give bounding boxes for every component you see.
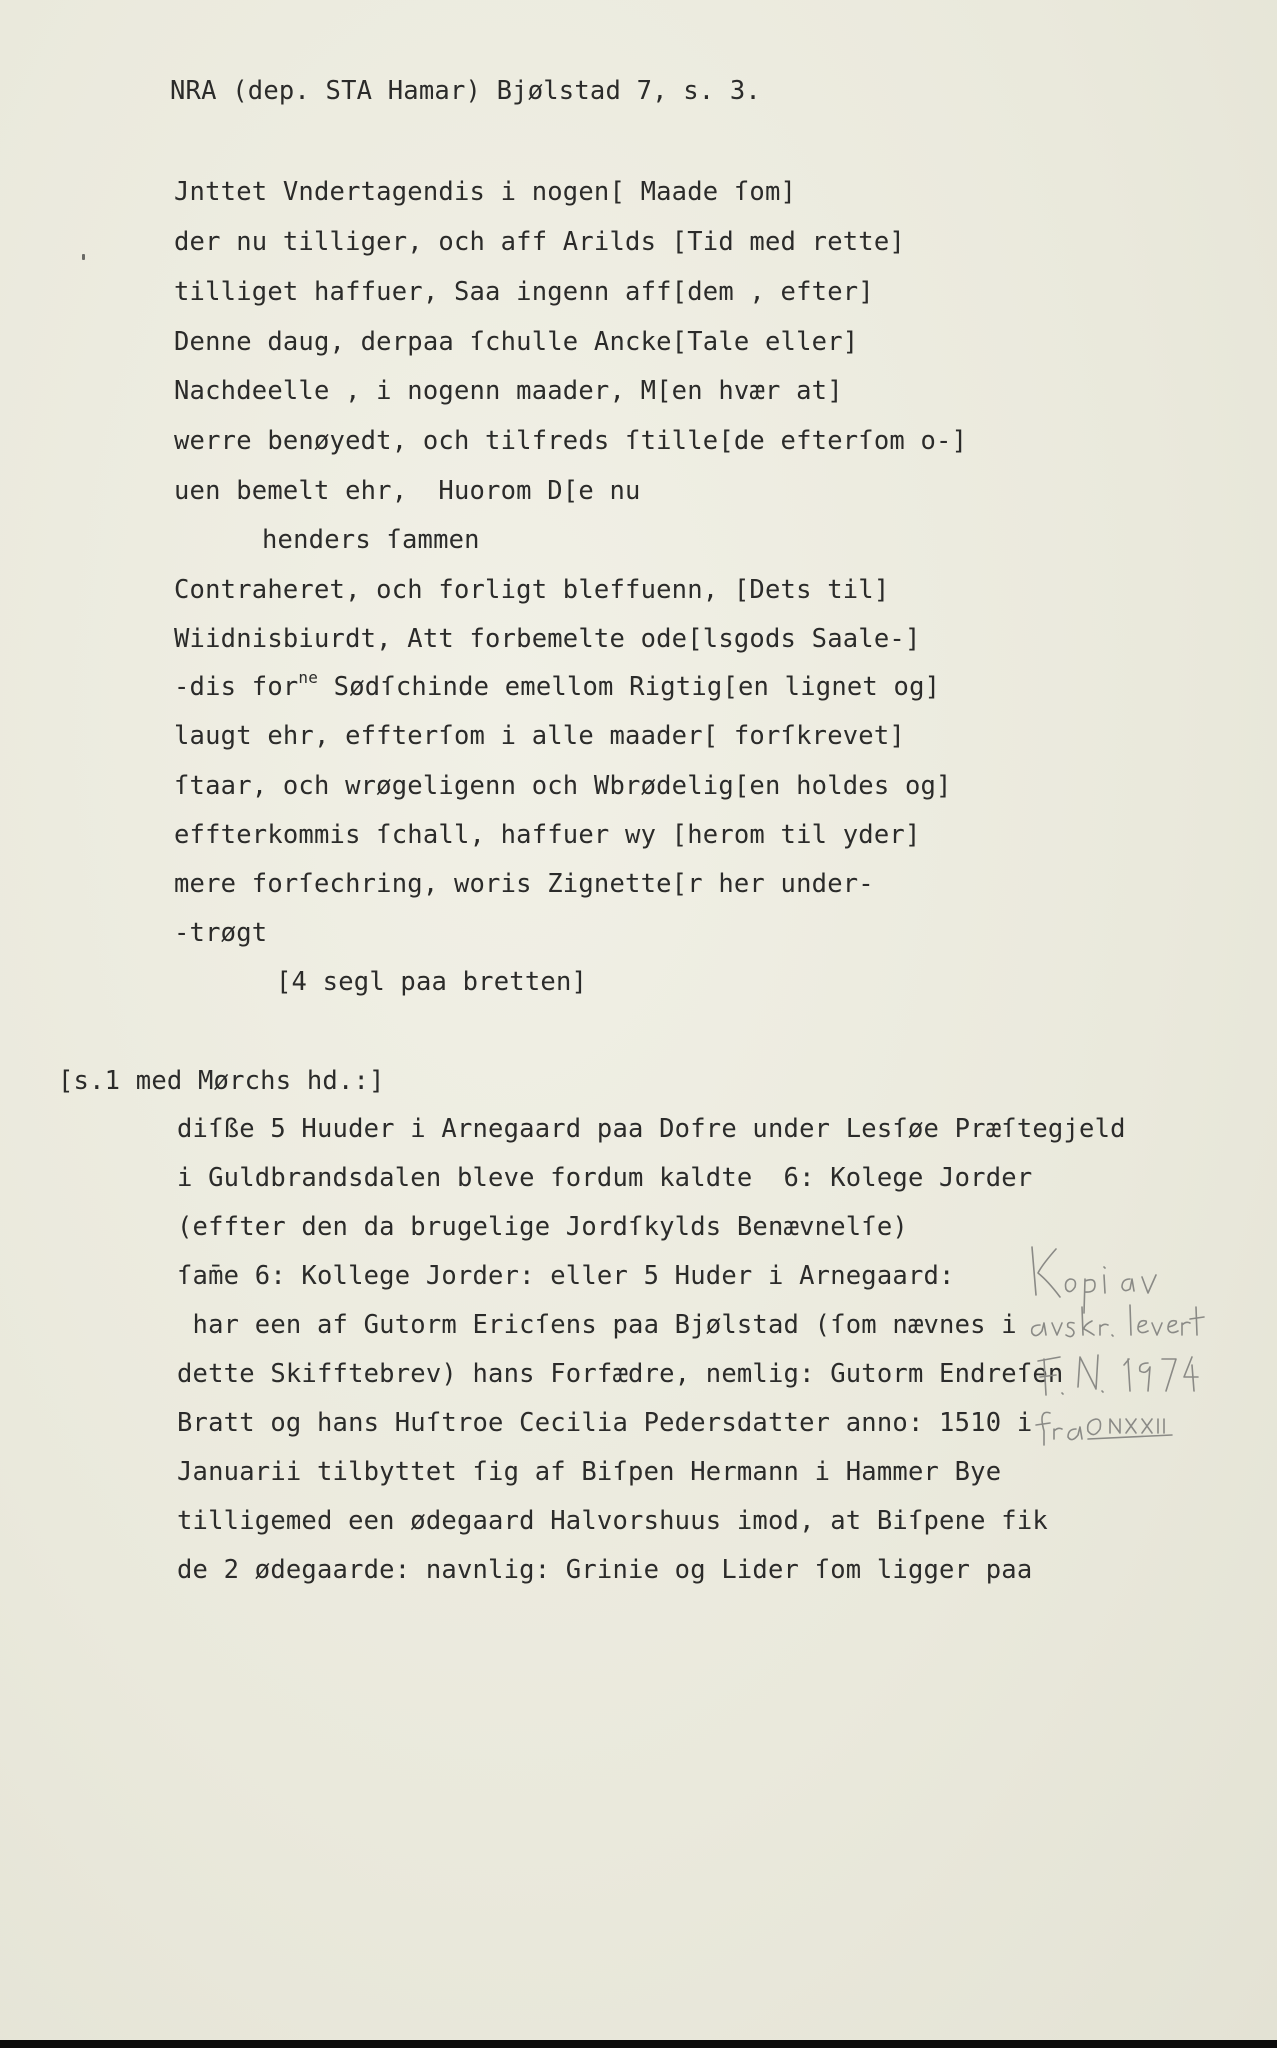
text-line: i Guldbrandsdalen bleve fordum kaldte 6: Kolege Jorder: [177, 1163, 1033, 1193]
document-header: NRA (dep. STA Hamar) Bjølstad 7, s. 3.: [170, 76, 761, 106]
text-line: Bratt og hans Huſtroe Cecilia Pedersdatter anno: 1510 i: [177, 1408, 1033, 1438]
text-line: tilligemed een ødegaard Halvorshuus imod, at Biſpene fik: [177, 1506, 1048, 1536]
text-line: dette Skifftebrev) hans Forfædre, nemlig: Gutorm Endreſen: [177, 1359, 1064, 1389]
ink-speck: [82, 254, 85, 260]
handwritten-margin-note: [1030, 1235, 1270, 1475]
text-line: effterkommis ſchall, haffuer wy [herom til yder]: [174, 820, 921, 850]
text-line: Denne daug, derpaa ſchulle Ancke[Tale eller]: [174, 327, 859, 357]
text-line: Jnttet Vndertagendis i nogen[ Maade ſom]: [174, 177, 797, 207]
text-line: werre benøyedt, och tilfreds ſtille[de efterſom o-]: [174, 426, 968, 456]
text-line: laugt ehr, effterſom i alle maader[ forſkrevet]: [174, 721, 905, 751]
text-line: -trøgt: [174, 918, 268, 948]
handwriting-image: [1030, 1235, 1270, 1475]
section-label: [s.1 med Mørchs hd.:]: [58, 1066, 385, 1096]
text-line: ſam̄e 6: Kollege Jorder: eller 5 Huder i Arnegaard:: [177, 1261, 955, 1291]
text-line: Nachdeelle , i nogenn maader, M[en hvær at]: [174, 376, 843, 406]
text-line: Januarii tilbyttet ſig af Biſpen Hermann i Hammer Bye: [177, 1457, 1002, 1487]
text-line: de 2 ødegaarde: navnlig: Grinie og Lider ſom ligger paa: [177, 1555, 1033, 1585]
text-line: har een af Gutorm Ericſens paa Bjølstad (ſom nævnes i: [177, 1310, 1017, 1340]
text-line: (effter den da brugelige Jordſkylds Benævnelſe): [177, 1212, 908, 1242]
text-fragment: Sødſchinde emellom Rigtig[en lignet og]: [318, 672, 941, 702]
text-fragment: -dis for: [174, 672, 299, 702]
text-line: der nu tilliger, och aff Arilds [Tid med rette]: [174, 227, 905, 257]
text-line: [4 segl paa bretten]: [276, 967, 588, 997]
text-line: henders ſammen: [262, 525, 480, 555]
text-line: tilliget haffuer, Saa ingenn aff[dem , efter]: [174, 277, 874, 307]
text-line: uen bemelt ehr, Huorom D[e nu: [174, 476, 641, 506]
superscript: ne: [298, 668, 319, 687]
text-line: [174, 668, 941, 702]
text-line: ſtaar, och wrøgeligenn och Wbrødelig[en holdes og]: [174, 771, 952, 801]
text-line: mere forſechring, woris Zignette[r her under-: [174, 869, 874, 899]
text-line: diſße 5 Huuder i Arnegaard paa Dofre under Lesſøe Præſtegjeld: [177, 1114, 1126, 1144]
text-line: Wiidnisbiurdt, Att forbemelte ode[lsgods Saale-]: [174, 624, 921, 654]
text-line: Contraheret, och forligt bleffuenn, [Dets til]: [174, 575, 890, 605]
